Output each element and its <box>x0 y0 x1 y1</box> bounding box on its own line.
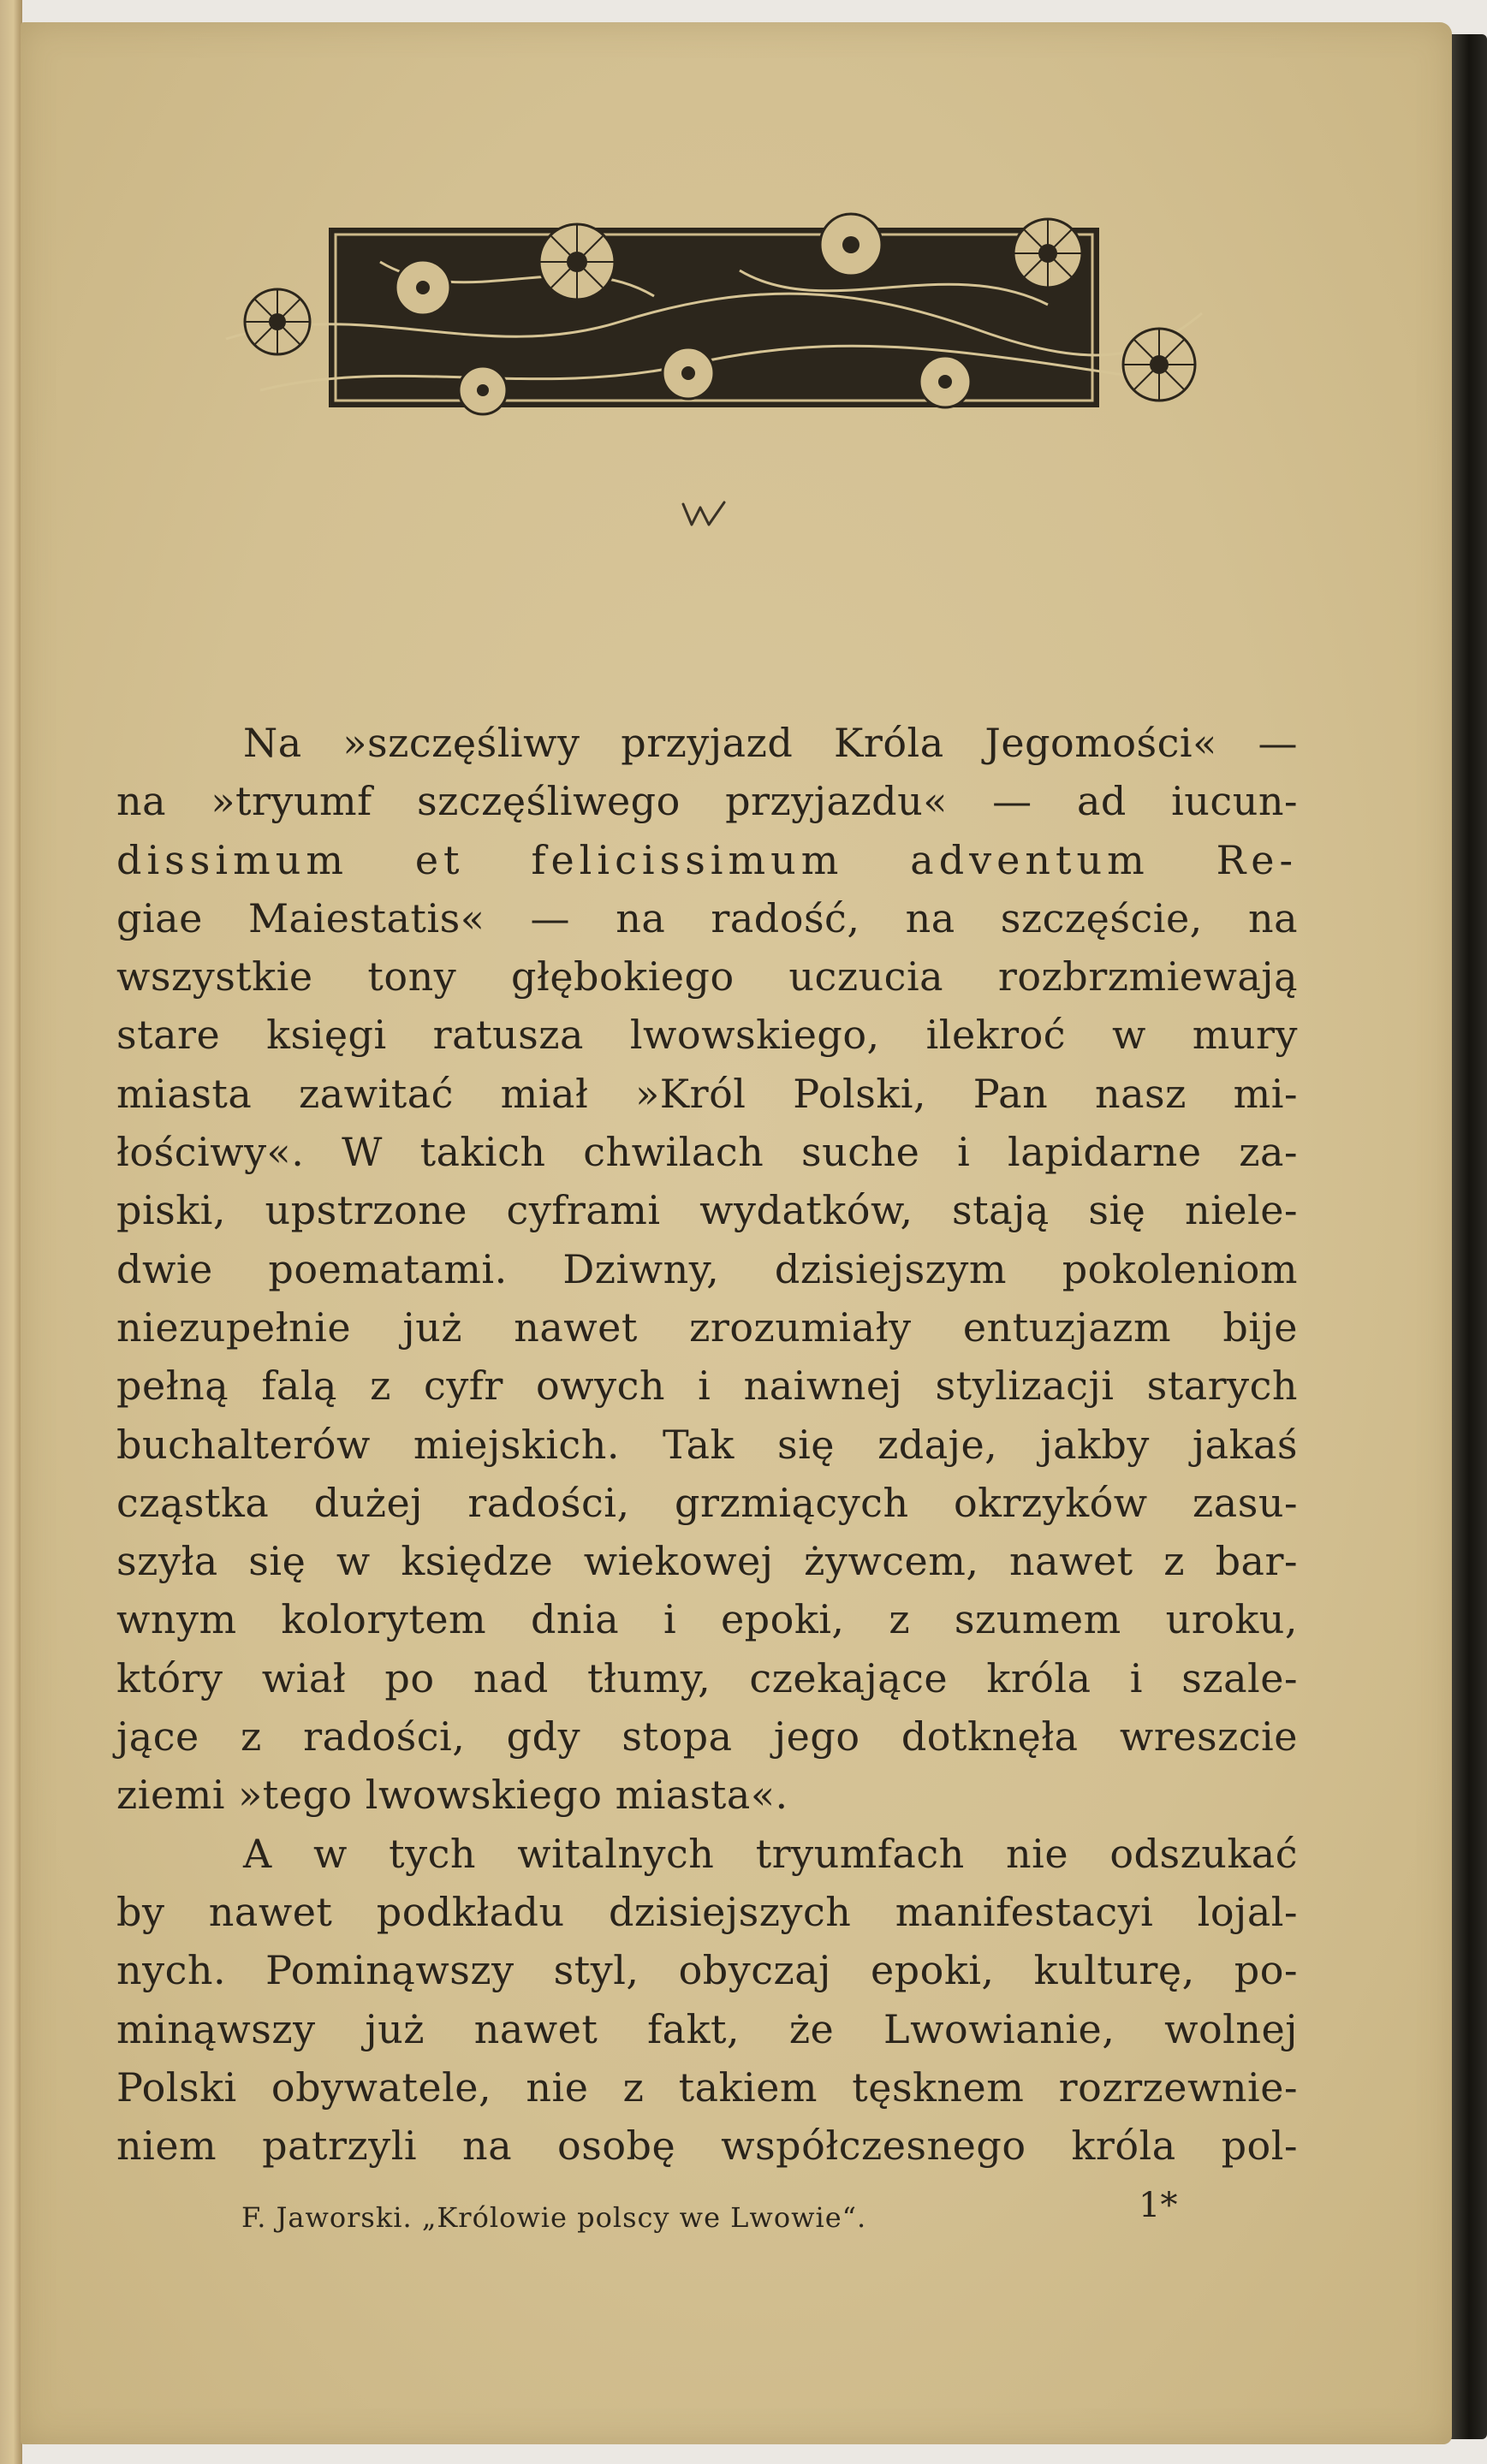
text-line: Polski obywatele, nie z takiem tęsknem rozrzewnie- <box>116 2063 1298 2111</box>
text-line: niezupełnie już nawet zrozumiały entuzjazm bije <box>116 1303 1298 1351</box>
text-line: stare księgi ratusza lwowskiego, ilekroć w mury <box>116 1012 1298 1059</box>
text-line: dissimum et felicissimum adventum Re- <box>116 836 1298 883</box>
text-line: wszystkie tony głębokiego uczucia rozbrzmiewają <box>116 953 1298 1000</box>
text-line: który wiał po nad tłumy, czekające króla i szale- <box>116 1654 1298 1701</box>
text-line: jące z radości, gdy stopa jego dotknęła wreszcie <box>116 1713 1298 1760</box>
floral-headpiece-ornament <box>209 193 1210 450</box>
text-line: cząstka dużej radości, grzmiących okrzyków zasu- <box>116 1479 1298 1526</box>
text-line: by nawet podkładu dzisiejszych manifestacyi lojal- <box>116 1888 1298 1935</box>
text-line: pełną falą z cyfr owych i naiwnej stylizacji starych <box>116 1363 1298 1410</box>
handwritten-mark <box>680 497 731 531</box>
book-page <box>21 22 1452 2444</box>
text-line: wnym kolorytem dnia i epoki, z szumem uroku, <box>116 1596 1298 1643</box>
text-line: szyła się w księdze wiekowej żywcem, nawet z bar- <box>116 1538 1298 1585</box>
text-line: giae Maiestatis« — na radość, na szczęście, na <box>116 894 1298 941</box>
text-line: dwie poematami. Dziwny, dzisiejszym pokoleniom <box>116 1245 1298 1292</box>
text-line: minąwszy już nawet fakt, że Lwowianie, wolnej <box>116 2005 1298 2052</box>
book-spine <box>1451 34 1487 2439</box>
signature-mark: 1* <box>1139 2186 1178 2225</box>
text-line: miasta zawitać miał »Król Polski, Pan nasz mi- <box>116 1070 1298 1117</box>
text-line: piski, upstrzone cyframi wydatków, stają się niele- <box>116 1187 1298 1234</box>
text-line: niem patrzyli na osobę współczesnego króla pol- <box>116 2123 1298 2170</box>
text-line: buchalterów miejskich. Tak się zdaje, jakby jakaś <box>116 1421 1298 1468</box>
text-line: nych. Pominąwszy styl, obyczaj epoki, kulturę, po- <box>116 1947 1298 1994</box>
text-line: A w tych witalnych tryumfach nie odszukać <box>243 1830 1298 1877</box>
text-line: Na »szczęśliwy przyjazd Króla Jegomości« — <box>243 720 1298 766</box>
left-page-edge <box>0 0 22 2464</box>
text-line: ziemi »tego lwowskiego miasta«. <box>116 1772 788 1819</box>
text-line: na »tryumf szczęśliwego przyjazdu« — ad iucun- <box>116 778 1298 825</box>
body-text <box>116 714 1298 2175</box>
page-footer: F. Jaworski. „Królowie polscy we Lwowie“. <box>241 2201 867 2234</box>
text-line: łościwy«. W takich chwilach suche i lapidarne za- <box>116 1129 1298 1176</box>
